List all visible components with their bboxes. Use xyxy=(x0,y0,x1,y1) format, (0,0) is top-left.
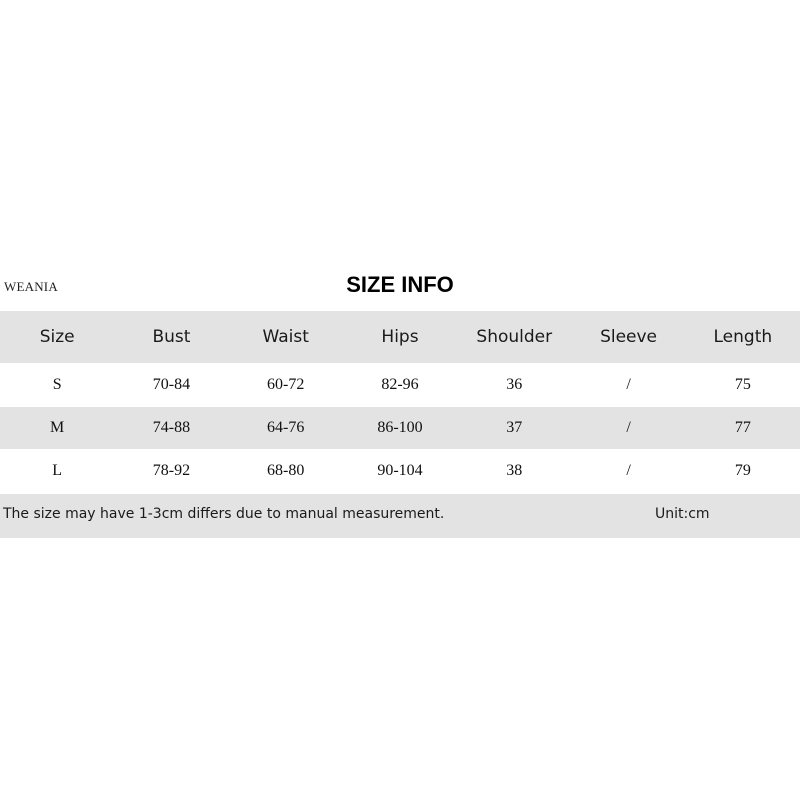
table-header-row xyxy=(0,311,800,363)
table-footer xyxy=(0,494,800,538)
cell-sleeve: / xyxy=(626,376,631,393)
cell-length: 79 xyxy=(734,462,751,479)
header-length: Length xyxy=(713,327,773,347)
cell-shoulder: 37 xyxy=(506,419,523,436)
header-waist: Waist xyxy=(262,327,309,347)
measurement-note: The size may have 1-3cm differs due to manual measurement. xyxy=(3,506,445,522)
table-row xyxy=(0,407,800,449)
unit-label: Unit:cm xyxy=(655,506,710,522)
cell-length: 77 xyxy=(734,419,751,436)
cell-hips: 86-100 xyxy=(377,419,423,436)
header-bust: Bust xyxy=(152,327,191,347)
cell-waist: 68-80 xyxy=(267,462,305,479)
cell-shoulder: 36 xyxy=(506,376,523,393)
cell-waist: 64-76 xyxy=(267,419,305,436)
cell-hips: 90-104 xyxy=(377,462,423,479)
page-title: SIZE INFO xyxy=(346,272,454,297)
header-hips: Hips xyxy=(381,327,419,347)
brand-logo: WEANIA xyxy=(4,279,58,294)
cell-size: M xyxy=(50,419,65,436)
header-shoulder: Shoulder xyxy=(476,327,553,347)
cell-waist: 60-72 xyxy=(267,376,305,393)
cell-size: L xyxy=(52,462,63,479)
cell-sleeve: / xyxy=(626,419,631,436)
cell-length: 75 xyxy=(734,376,751,393)
cell-size: S xyxy=(52,376,62,393)
table-row xyxy=(0,364,800,406)
header-size: Size xyxy=(39,327,75,347)
cell-bust: 78-92 xyxy=(152,462,191,479)
cell-sleeve: / xyxy=(626,462,631,479)
cell-hips: 82-96 xyxy=(381,376,419,393)
cell-shoulder: 38 xyxy=(506,462,523,479)
cell-bust: 70-84 xyxy=(152,376,191,393)
table-row xyxy=(0,450,800,492)
cell-bust: 74-88 xyxy=(152,419,191,436)
header-sleeve: Sleeve xyxy=(600,327,658,347)
